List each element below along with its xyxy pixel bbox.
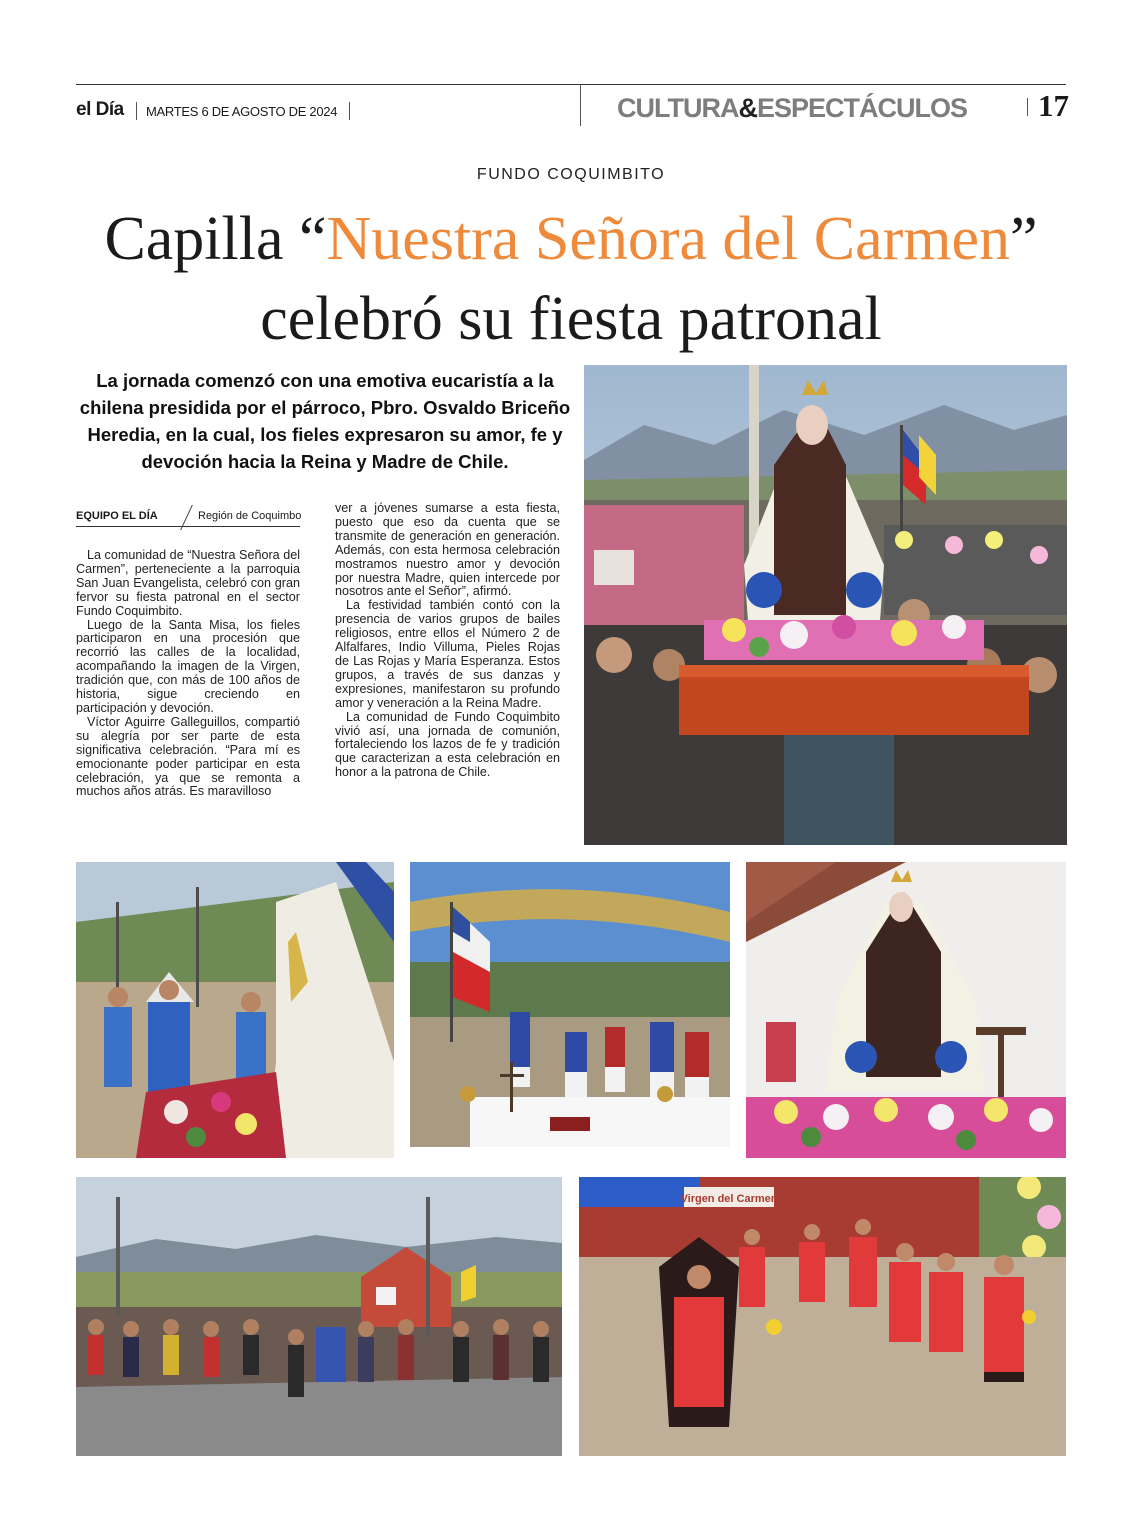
byline-rule: [76, 526, 300, 527]
article-lede: La jornada comenzó con una emotiva eucaristía a la chilena presidida por el párroco, Pbro. Osvaldo Briceño Heredia, en la cual, los fieles expresaron su amor, fe y devoción hacia la Reina y Madre de Chile.: [79, 370, 571, 472]
headline-post: ” celebró su fiesta patronal: [260, 205, 1038, 353]
header-top-rule: [76, 84, 1066, 85]
paragraph: Víctor Aguirre Galleguillos, compartió su alegría por ser parte de esta significativa celebración. “Para mí es emocionante poder participar en esta celebración, ya que se remonta a muchos años atrás. Es maravilloso: [76, 714, 300, 799]
section-title-part2: ESPECTÁCULOS: [756, 93, 968, 123]
article-region: Región de Coquimbo: [198, 510, 302, 522]
photo-street-crowd: [76, 1177, 562, 1456]
chapel-sign: Virgen del Carmen: [680, 1193, 778, 1205]
article-column-2: [335, 502, 560, 780]
paragraph: ver a jóvenes sumarse a esta fiesta, puesto que eso da cuenta que se transmite de generación en generación. Además, con esta hermosa celebración mostramos nuestro amor y devoción por nuestra Madre, quien intercede por nosotros ante el Señor”, afirmó.: [335, 501, 560, 599]
article-headline: [40, 199, 1102, 359]
section-title: [617, 93, 967, 124]
paragraph: Luego de la Santa Misa, los fieles participaron en una procesión que recorrió las calles de la localidad, acompañando la imagen de la Virgen, tradición que, con más de 100 años de historia, sigue creciendo en participación y devoción.: [76, 617, 300, 715]
header-separator: [349, 102, 350, 120]
article-kicker: FUNDO COQUIMBITO: [476, 166, 666, 183]
paragraph: La comunidad de “Nuestra Señora del Carmen”, perteneciente a la parroquia San Juan Evangelista, celebró con gran fervor su fiesta patronal en el sector Fundo Coquimbito.: [76, 548, 300, 618]
section-title-part1: CULTURA: [617, 93, 739, 123]
headline-pre: Capilla “: [104, 205, 327, 273]
headline-highlight: Nuestra Señora del Carmen: [326, 205, 1011, 273]
photo-red-dancers: [579, 1177, 1066, 1456]
photo-indian-dancers: [76, 862, 394, 1158]
newspaper-brand: el Día: [76, 99, 124, 120]
header-separator: [1027, 98, 1028, 116]
photo-procession-virgin: [584, 365, 1067, 845]
photo-virgin-altar: [746, 862, 1066, 1158]
header-separator: [580, 84, 581, 126]
section-title-amp: &: [738, 93, 757, 123]
article-column-1: [76, 549, 300, 799]
article-byline: EQUIPO EL DÍA: [76, 510, 158, 522]
header-separator: [136, 102, 137, 120]
paragraph: La comunidad de Fundo Coquimbito vivió así, una jornada de comunión, fortaleciendo los lazos de fe y tradición que caracterizan a esta celebración en honor a la patrona de Chile.: [335, 709, 560, 780]
paragraph: La festividad también contó con la presencia de varios grupos de bailes religiosos, entre ellos el Número 2 de Alfalfares, Indio Villuma, Pieles Rojas de Las Rojas y María Esperanza. Estos grupos, a través de sus danzas y expresiones, manifestaron su profundo amor y veneración a la Reina Madre.: [335, 598, 560, 710]
issue-date: MARTES 6 DE AGOSTO DE 2024: [146, 104, 338, 119]
page-number: 17: [1038, 88, 1069, 123]
photo-mass-altar: [410, 862, 730, 1147]
